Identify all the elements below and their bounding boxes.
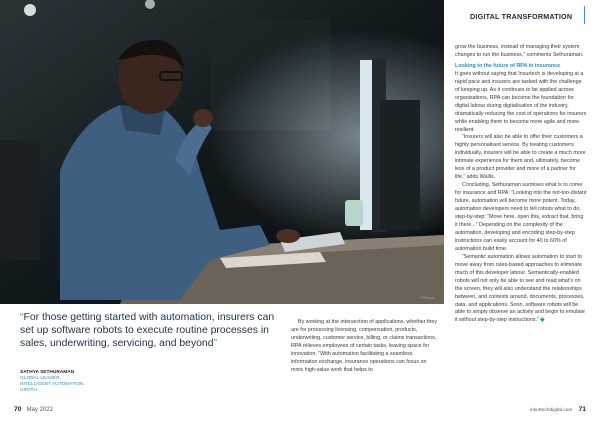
paragraph <box>455 254 587 326</box>
site-url: insurtechdigital.com <box>530 408 573 413</box>
section-title: DIGITAL TRANSFORMATION <box>470 12 573 21</box>
page-number-left: 70 <box>14 406 22 413</box>
page-number-right: 71 <box>578 406 586 413</box>
attribution-name: SATHYA SETHURAMAN <box>20 370 75 375</box>
issue-date: May 2022 <box>26 407 53 413</box>
close-quote-mark: ” <box>213 337 217 349</box>
paragraph: Concluding, Sethuraman surmises what is to come for insurance and RPA: “Looking into the not-too-distant future, automation will become more potent. Today, automation developers need to tell robots what to do, step-by-step: “Move here, open this, extract that, bring it there...” Depending on the complexity of the automation, developing and encoding step-by-step instructions can easily account for 40 to 60% of automation build time. <box>455 182 587 252</box>
attribution-company: UIPATH <box>20 388 37 393</box>
subheading: Looking to the future of RPA in insurance <box>455 62 561 69</box>
attribution-role: INTELLIGENT AUTOMATION, <box>20 382 85 387</box>
attribution-role: GLOBAL LEADER, <box>20 376 61 381</box>
open-quote-mark: “ <box>20 312 24 323</box>
pull-quote <box>20 312 288 350</box>
end-mark-icon: ◆ <box>540 317 545 324</box>
footer-left <box>14 406 53 413</box>
photo-credit: ©iStock <box>420 295 434 300</box>
paragraph-text: “Semantic automation allows automation to start to move away from rules-based approaches to eliminate much of this developer labour. Semantically-enabled robots will not only be able to see and read what’s on the screen, they will also understand the relationships between, and contexts around, documents, processes, data, and applications. Soon, software robots will be able to simply observe an activity and begin to emulate it without step-by-step instructions.” <box>455 253 585 324</box>
article-right-column <box>455 44 587 325</box>
pull-quote-text: For those getting started with automation, insurers can set up software robots to execute routine processes in sales, underwriting, servicing, and beyond <box>20 312 275 349</box>
footer-right <box>530 406 586 413</box>
paragraph: It goes without saying that Insurtech is developing at a rapid pace and insurers are tasked with the challenge of keeping up. As it continues to be applied across organisations, RPA can become the foundation for digital labour during digitalisation of the industry, dramatically reducing the cost of operations for insurers while enabling them to become more agile and more resilient. <box>455 70 587 133</box>
paragraph: grow the business, instead of managing their system changes to run the business,” comments Sethuraman. <box>455 44 584 58</box>
header-accent-rule <box>584 6 585 24</box>
quote-attribution <box>20 370 85 394</box>
paragraph: “Insurers will also be able to offer their customers a highly personalised service. By treating customers individually, insurers will be able to create a much more intimate experience for them and, ultimately, become less of a product provider and more of a partner for life,” adds Wallis. <box>455 134 586 181</box>
paragraph: By working at the intersection of applications, whether they are for processing licensing, compensation, products, underwriting, customer service, billing, or claims transactions, RPA relieves employees of certain tasks, leaving space for innovation. “With automation facilitating a seamless information exchange, insurance operations can focus on more high-value work that helps to <box>291 319 438 373</box>
article-middle-column <box>291 318 439 374</box>
